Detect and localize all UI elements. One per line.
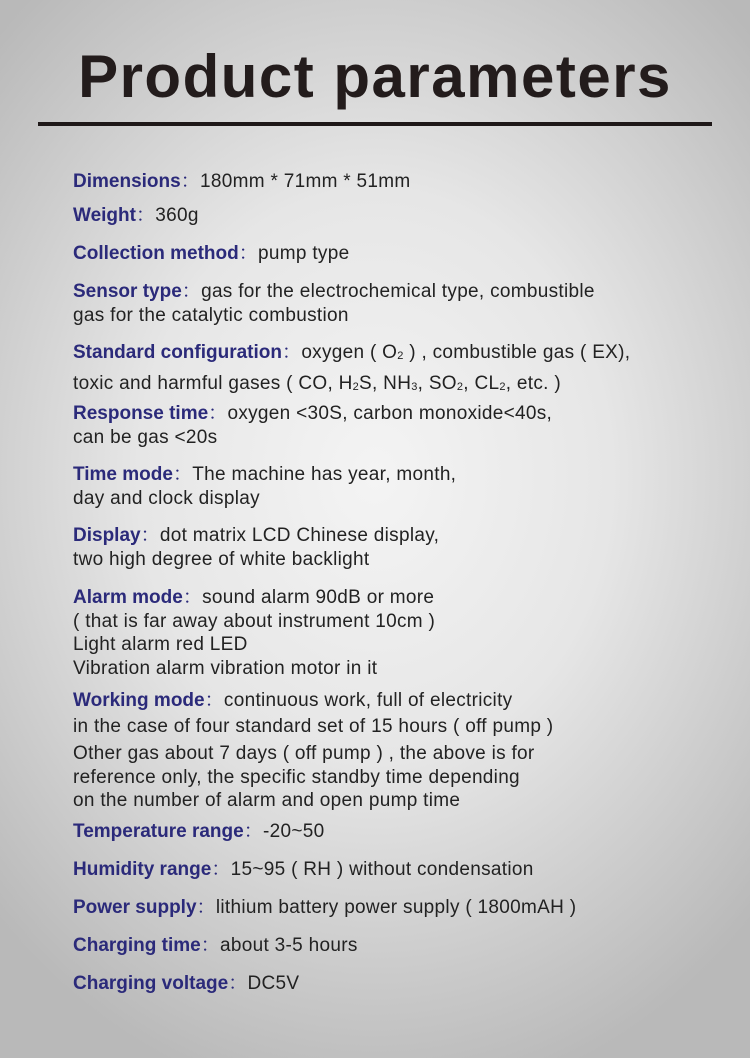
spec-value: 360g xyxy=(155,205,199,226)
spec-display: Display：dot matrix LCD Chinese display, two high degree of white backlight xyxy=(73,524,723,571)
spec-value-line: reference only, the specific standby time depending xyxy=(73,766,520,788)
spec-value: 15~95 ( RH ) without condensation xyxy=(230,859,534,880)
spec-value: continuous work, full of electricity xyxy=(223,690,513,711)
spec-label: Weight xyxy=(73,205,136,226)
spec-value-line: can be gas <20s xyxy=(73,426,218,448)
spec-label: Humidity range xyxy=(73,859,212,880)
spec-response-time: Response time：oxygen <30S, carbon monoxide<40s, can be gas <20s xyxy=(73,402,723,449)
spec-value: 180mm * 71mm * 51mm xyxy=(200,171,411,192)
spec-label: Time mode xyxy=(73,464,173,485)
spec-label: Temperature range xyxy=(73,821,244,842)
page-title: Product parameters xyxy=(78,43,672,110)
spec-value: oxygen <30S, carbon monoxide<40s, xyxy=(227,403,553,424)
spec-time-mode: Time mode：The machine has year, month, day and clock display xyxy=(73,463,723,510)
spec-value-line: gas for the catalytic combustion xyxy=(73,304,349,326)
spec-label: Charging time xyxy=(73,935,201,956)
spec-label: Working mode xyxy=(73,690,205,711)
spec-value-line: in the case of four standard set of 15 hours ( off pump ) xyxy=(73,715,554,737)
spec-value: pump type xyxy=(258,243,350,264)
title-divider xyxy=(38,122,712,126)
spec-power-supply: Power supply：lithium battery power supply ( 1800mAH ) xyxy=(73,897,577,918)
spec-value-line: two high degree of white backlight xyxy=(73,548,370,570)
spec-value-line: ( that is far away about instrument 10cm ) xyxy=(73,610,436,632)
spec-value-line: day and clock display xyxy=(73,487,260,509)
spec-label: Response time xyxy=(73,403,209,424)
spec-value: dot matrix LCD Chinese display, xyxy=(159,525,440,546)
spec-temperature-range: Temperature range：-20~50 xyxy=(73,821,325,842)
spec-label: Sensor type xyxy=(73,281,182,302)
spec-value: about 3-5 hours xyxy=(220,935,358,956)
spec-humidity-range: Humidity range：15~95 ( RH ) without condensation xyxy=(73,859,534,880)
spec-label: Display xyxy=(73,525,141,546)
spec-value: DC5V xyxy=(247,973,300,994)
spec-value: gas for the electrochemical type, combustible xyxy=(201,281,595,302)
spec-value: sound alarm 90dB or more xyxy=(202,587,435,608)
spec-collection-method: Collection method：pump type xyxy=(73,243,350,264)
spec-label: Alarm mode xyxy=(73,587,183,608)
spec-alarm-mode: Alarm mode：sound alarm 90dB or more ( that is far away about instrument 10cm ) Light alarm red LED Vibration alarm vibration motor in it xyxy=(73,586,723,680)
spec-standard-configuration: Standard configuration：oxygen ( $O_2$ ) , combustible gas ( EX), toxic and harmful gases ( CO, $H_2S$, $NH_3$, $SO_2$, $CL_2$, etc. ) xyxy=(73,342,631,394)
spec-value-line: Light alarm red LED xyxy=(73,634,248,655)
spec-sensor-type: Sensor type：gas for the electrochemical type, combustible gas for the catalytic combustion xyxy=(73,280,723,327)
spec-label: Collection method xyxy=(73,243,239,264)
spec-value-line: Other gas about 7 days ( off pump ) , the above is for xyxy=(73,743,535,764)
spec-dimensions: Dimensions：180mm * 71mm * 51mm xyxy=(73,171,411,192)
spec-label: Standard configuration xyxy=(73,342,282,363)
spec-value-line: Vibration alarm vibration motor in it xyxy=(73,657,378,679)
spec-value: -20~50 xyxy=(263,821,325,842)
spec-label: Power supply xyxy=(73,897,197,918)
spec-value: The machine has year, month, xyxy=(192,464,457,485)
spec-value: lithium battery power supply ( 1800mAH ) xyxy=(215,897,577,918)
spec-charging-voltage: Charging voltage：DC5V xyxy=(73,973,300,994)
spec-charging-time: Charging time：about 3-5 hours xyxy=(73,935,358,956)
spec-weight: Weight：360g xyxy=(73,205,199,226)
spec-value-line: on the number of alarm and open pump time xyxy=(73,790,461,811)
spec-label: Dimensions xyxy=(73,171,181,192)
spec-working-mode: Working mode：continuous work, full of electricity in the case of four standard set of 15 hours ( off pump ) Other gas about 7 days ( off pump ) , the above is for reference only, the specific standby time depending on the number of alarm and open pump time xyxy=(73,689,723,813)
spec-label: Charging voltage xyxy=(73,973,229,994)
